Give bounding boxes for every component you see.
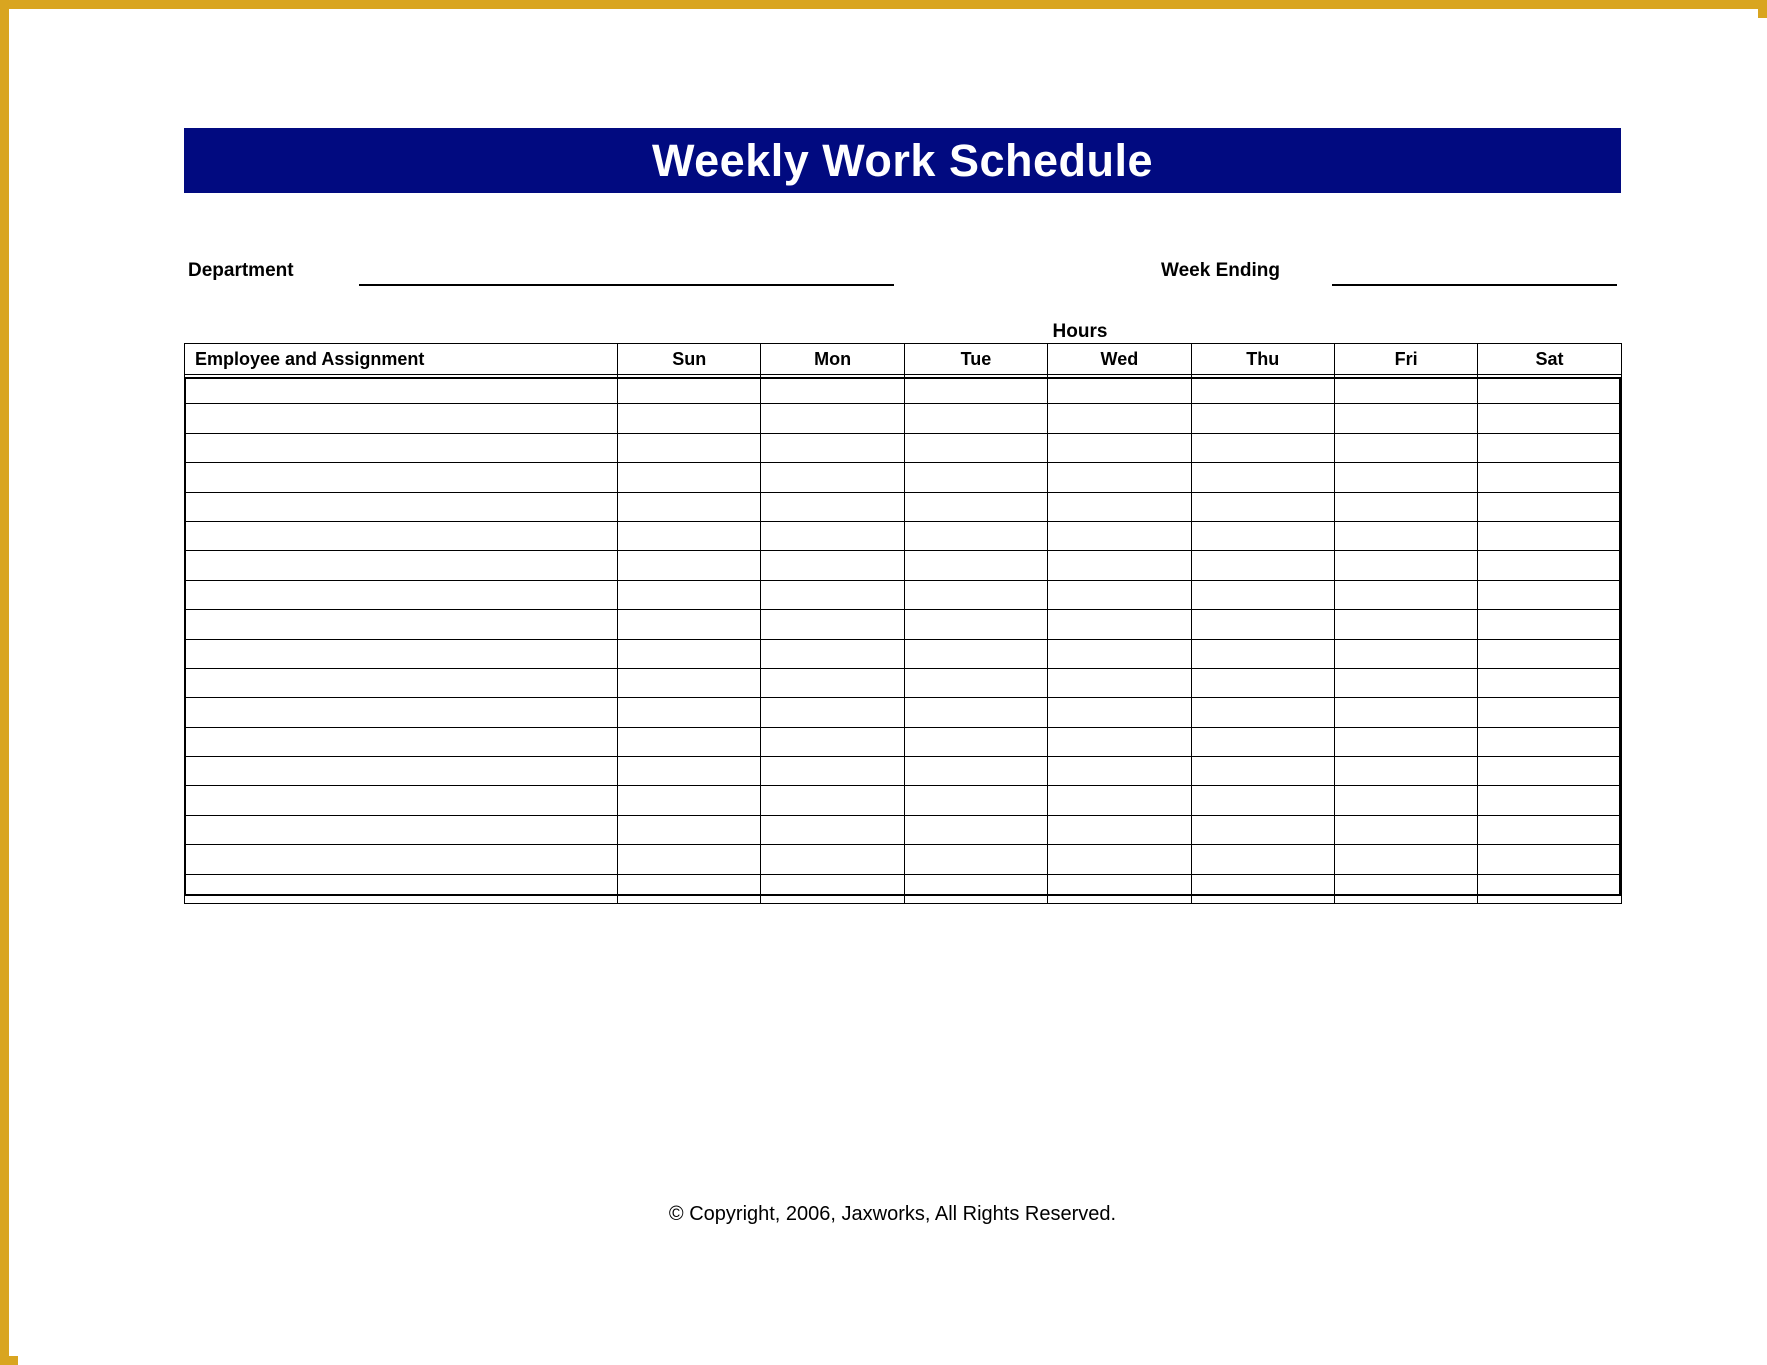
- cell-hours[interactable]: [761, 639, 904, 668]
- table-row: [185, 375, 1622, 404]
- cell-hours[interactable]: [1191, 375, 1334, 404]
- cell-hours[interactable]: [761, 433, 904, 462]
- cell-hours[interactable]: [904, 757, 1047, 786]
- cell-hours[interactable]: [1334, 551, 1477, 580]
- table-row: [185, 433, 1622, 462]
- cell-hours[interactable]: [761, 786, 904, 815]
- cell-hours[interactable]: [904, 668, 1047, 697]
- table-row: [185, 845, 1622, 874]
- cell-hours[interactable]: [1478, 698, 1621, 727]
- cell-hours[interactable]: [1334, 404, 1477, 433]
- cell-hours[interactable]: [1191, 757, 1334, 786]
- cell-hours[interactable]: [1048, 845, 1191, 874]
- cell-hours[interactable]: [1191, 580, 1334, 609]
- cell-hours[interactable]: [1478, 375, 1621, 404]
- column-header-wed: Wed: [1048, 344, 1191, 375]
- cell-hours[interactable]: [904, 786, 1047, 815]
- cell-hours[interactable]: [1048, 463, 1191, 492]
- cell-hours[interactable]: [904, 727, 1047, 756]
- cell-hours[interactable]: [1478, 874, 1621, 903]
- department-label: Department: [188, 260, 294, 281]
- cell-hours[interactable]: [1334, 727, 1477, 756]
- copyright-footer: © Copyright, 2006, Jaxworks, All Rights Reserved.: [668, 1203, 1117, 1225]
- cell-hours[interactable]: [1478, 551, 1621, 580]
- table-row: [185, 610, 1622, 639]
- cell-employee-assignment[interactable]: [185, 874, 618, 903]
- cell-hours[interactable]: [1191, 639, 1334, 668]
- cell-hours[interactable]: [904, 375, 1047, 404]
- cell-hours[interactable]: [761, 727, 904, 756]
- cell-hours[interactable]: [1334, 639, 1477, 668]
- cell-hours[interactable]: [618, 874, 761, 903]
- cell-hours[interactable]: [1334, 521, 1477, 550]
- table-header-row: [185, 344, 1622, 375]
- cell-hours[interactable]: [761, 610, 904, 639]
- cell-hours[interactable]: [1191, 698, 1334, 727]
- cell-hours[interactable]: [904, 815, 1047, 844]
- cell-hours[interactable]: [1048, 639, 1191, 668]
- column-header-sat: Sat: [1478, 344, 1621, 375]
- cell-hours[interactable]: [904, 610, 1047, 639]
- cell-hours[interactable]: [904, 492, 1047, 521]
- department-field[interactable]: [359, 284, 894, 286]
- column-header-sun: Sun: [618, 344, 761, 375]
- cell-hours[interactable]: [1334, 668, 1477, 697]
- hours-group-header-text: Hours: [1052, 321, 1108, 342]
- cell-hours[interactable]: [1048, 874, 1191, 903]
- cell-hours[interactable]: [618, 375, 761, 404]
- week-ending-label: Week Ending: [1161, 260, 1280, 281]
- cell-employee-assignment[interactable]: [185, 551, 618, 580]
- cell-hours[interactable]: [761, 815, 904, 844]
- cell-hours[interactable]: [618, 668, 761, 697]
- cell-hours[interactable]: [1048, 521, 1191, 550]
- cell-hours[interactable]: [904, 580, 1047, 609]
- cell-hours[interactable]: [1478, 610, 1621, 639]
- cell-hours[interactable]: [1191, 727, 1334, 756]
- cell-employee-assignment[interactable]: [185, 610, 618, 639]
- cell-hours[interactable]: [1048, 433, 1191, 462]
- cell-hours[interactable]: [1334, 580, 1477, 609]
- cell-hours[interactable]: [1048, 404, 1191, 433]
- cell-hours[interactable]: [618, 639, 761, 668]
- cell-hours[interactable]: [904, 874, 1047, 903]
- table-row: [185, 463, 1622, 492]
- cell-hours[interactable]: [904, 698, 1047, 727]
- cell-hours[interactable]: [761, 375, 904, 404]
- column-header-fri: Fri: [1334, 344, 1477, 375]
- table-row: [185, 874, 1622, 903]
- cell-hours[interactable]: [1334, 815, 1477, 844]
- cell-hours[interactable]: [761, 874, 904, 903]
- cell-hours[interactable]: [904, 463, 1047, 492]
- document-sheet: [18, 18, 1767, 1365]
- column-header-tue: Tue: [904, 344, 1047, 375]
- cell-employee-assignment[interactable]: [185, 433, 618, 462]
- table-row: [185, 727, 1622, 756]
- cell-hours[interactable]: [618, 580, 761, 609]
- cell-hours[interactable]: [1048, 786, 1191, 815]
- cell-hours[interactable]: [1334, 375, 1477, 404]
- table-row: [185, 668, 1622, 697]
- cell-hours[interactable]: [1334, 757, 1477, 786]
- table-row: [185, 786, 1622, 815]
- cell-hours[interactable]: [618, 727, 761, 756]
- cell-hours[interactable]: [618, 815, 761, 844]
- cell-hours[interactable]: [1048, 727, 1191, 756]
- hours-group-header: [184, 321, 1621, 343]
- cell-employee-assignment[interactable]: [185, 815, 618, 844]
- table-row: [185, 698, 1622, 727]
- cell-hours[interactable]: [1478, 404, 1621, 433]
- cell-hours[interactable]: [1191, 786, 1334, 815]
- cell-employee-assignment[interactable]: [185, 727, 618, 756]
- cell-hours[interactable]: [1334, 698, 1477, 727]
- cell-hours[interactable]: [761, 404, 904, 433]
- cell-hours[interactable]: [761, 845, 904, 874]
- table-row: [185, 551, 1622, 580]
- cell-hours[interactable]: [1478, 580, 1621, 609]
- cell-hours[interactable]: [1048, 492, 1191, 521]
- page-title: Weekly Work Schedule: [651, 135, 1154, 186]
- cell-hours[interactable]: [1334, 492, 1477, 521]
- cell-hours[interactable]: [1478, 433, 1621, 462]
- table-row: [185, 580, 1622, 609]
- cell-hours[interactable]: [761, 698, 904, 727]
- cell-hours[interactable]: [761, 463, 904, 492]
- cell-hours[interactable]: [1478, 521, 1621, 550]
- cell-hours[interactable]: [1048, 551, 1191, 580]
- cell-hours[interactable]: [904, 433, 1047, 462]
- cell-hours[interactable]: [1191, 492, 1334, 521]
- cell-hours[interactable]: [761, 668, 904, 697]
- cell-hours[interactable]: [1478, 463, 1621, 492]
- schedule-table: [184, 343, 1622, 904]
- cell-hours[interactable]: [1048, 698, 1191, 727]
- cell-hours[interactable]: [1478, 815, 1621, 844]
- cell-hours[interactable]: [1048, 668, 1191, 697]
- cell-hours[interactable]: [618, 610, 761, 639]
- table-row: [185, 757, 1622, 786]
- cell-employee-assignment[interactable]: [185, 404, 618, 433]
- cell-hours[interactable]: [761, 757, 904, 786]
- schedule-table-body: [185, 375, 1622, 904]
- cell-hours[interactable]: [1334, 433, 1477, 462]
- cell-hours[interactable]: [904, 404, 1047, 433]
- cell-employee-assignment[interactable]: [185, 580, 618, 609]
- table-row: [185, 404, 1622, 433]
- cell-hours[interactable]: [1191, 668, 1334, 697]
- cell-hours[interactable]: [618, 492, 761, 521]
- cell-hours[interactable]: [761, 521, 904, 550]
- table-row: [185, 639, 1622, 668]
- cell-employee-assignment[interactable]: [185, 668, 618, 697]
- cell-hours[interactable]: [1191, 610, 1334, 639]
- cell-hours[interactable]: [1191, 815, 1334, 844]
- cell-hours[interactable]: [1478, 668, 1621, 697]
- cell-hours[interactable]: [761, 580, 904, 609]
- cell-hours[interactable]: [618, 786, 761, 815]
- cell-hours[interactable]: [1478, 492, 1621, 521]
- cell-hours[interactable]: [1048, 580, 1191, 609]
- cell-hours[interactable]: [1048, 610, 1191, 639]
- cell-hours[interactable]: [1478, 757, 1621, 786]
- cell-hours[interactable]: [1191, 521, 1334, 550]
- column-header-thu: Thu: [1191, 344, 1334, 375]
- cell-employee-assignment[interactable]: [185, 786, 618, 815]
- cell-hours[interactable]: [1191, 433, 1334, 462]
- cell-employee-assignment[interactable]: [185, 375, 618, 404]
- cell-hours[interactable]: [1191, 404, 1334, 433]
- cell-hours[interactable]: [618, 463, 761, 492]
- cell-hours[interactable]: [1048, 375, 1191, 404]
- cell-hours[interactable]: [904, 845, 1047, 874]
- cell-employee-assignment[interactable]: [185, 698, 618, 727]
- cell-hours[interactable]: [1478, 845, 1621, 874]
- cell-hours[interactable]: [618, 521, 761, 550]
- cell-hours[interactable]: [618, 845, 761, 874]
- cell-hours[interactable]: [1191, 845, 1334, 874]
- cell-hours[interactable]: [1478, 786, 1621, 815]
- cell-hours[interactable]: [1478, 639, 1621, 668]
- cell-employee-assignment[interactable]: [185, 521, 618, 550]
- cell-hours[interactable]: [1334, 463, 1477, 492]
- cell-hours[interactable]: [1191, 874, 1334, 903]
- cell-hours[interactable]: [618, 698, 761, 727]
- cell-hours[interactable]: [1334, 786, 1477, 815]
- cell-employee-assignment[interactable]: [185, 757, 618, 786]
- table-row: [185, 492, 1622, 521]
- week-ending-field[interactable]: [1332, 284, 1617, 286]
- cell-hours[interactable]: [1334, 874, 1477, 903]
- cell-hours[interactable]: [904, 551, 1047, 580]
- form-meta-row: [184, 258, 1621, 292]
- cell-hours[interactable]: [904, 639, 1047, 668]
- cell-hours[interactable]: [1048, 757, 1191, 786]
- cell-hours[interactable]: [761, 551, 904, 580]
- cell-hours[interactable]: [904, 521, 1047, 550]
- cell-employee-assignment[interactable]: [185, 639, 618, 668]
- schedule-table-wrapper: [184, 343, 1621, 904]
- cell-employee-assignment[interactable]: [185, 845, 618, 874]
- cell-hours[interactable]: [1191, 551, 1334, 580]
- cell-hours[interactable]: [1334, 845, 1477, 874]
- cell-employee-assignment[interactable]: [185, 463, 618, 492]
- cell-hours[interactable]: [618, 757, 761, 786]
- cell-hours[interactable]: [1191, 463, 1334, 492]
- column-header-employee: Employee and Assignment: [185, 344, 618, 375]
- cell-hours[interactable]: [1478, 727, 1621, 756]
- table-row: [185, 521, 1622, 550]
- cell-employee-assignment[interactable]: [185, 492, 618, 521]
- document-title-banner: [184, 128, 1621, 193]
- column-header-mon: Mon: [761, 344, 904, 375]
- cell-hours[interactable]: [618, 433, 761, 462]
- cell-hours[interactable]: [761, 492, 904, 521]
- cell-hours[interactable]: [1048, 815, 1191, 844]
- cell-hours[interactable]: [618, 551, 761, 580]
- table-row: [185, 815, 1622, 844]
- cell-hours[interactable]: [618, 404, 761, 433]
- cell-hours[interactable]: [1334, 610, 1477, 639]
